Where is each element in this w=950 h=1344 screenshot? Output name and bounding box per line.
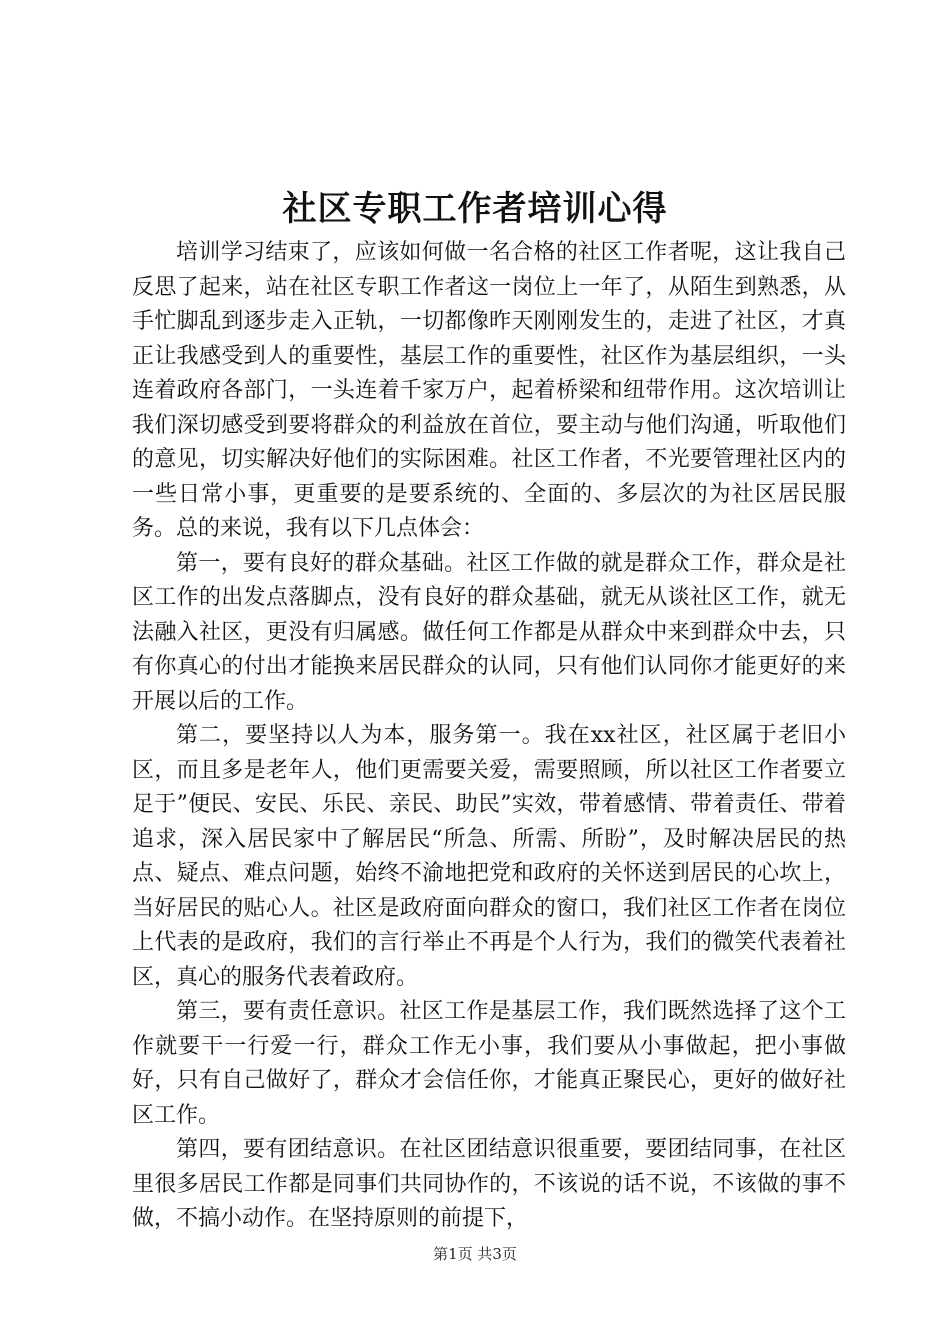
document-title: 社区专职工作者培训心得 xyxy=(282,189,668,229)
paragraph-point-1: 第一，要有良好的群众基础。社区工作做的就是群众工作，群众是社区工作的出发点落脚点，没有良好的群众基础，就无从谈社区工作，就无法融入社区，更没有归属感。做任何工作都是从群众中来到群众中去，只有你真心的付出才能换来居民群众的认同，只有他们认同你才能更好的来开展以后的工作。 xyxy=(132,550,846,714)
paragraph-point-3: 第三，要有责任意识。社区工作是基层工作，我们既然选择了这个工作就要干一行爱一行，群众工作无小事，我们要从小事做起，把小事做好，只有自己做好了，群众才会信任你，才能真正聚民心，更好的做好社区工作。 xyxy=(132,999,846,1128)
paragraph-point-2: 第二，要坚持以人为本，服务第一。我在xx社区，社区属于老旧小区，而且多是老年人，他们更需要关爱，需要照顾，所以社区工作者要立足于”便民、安民、乐民、亲民、助民”实效，带着感情、带着责任、带着追求，深入居民家中了解居民“所急、所需、所盼”，及时解决居民的热点、疑点、难点问题，始终不渝地把党和政府的关怀送到居民的心坎上，当好居民的贴心人。社区是政府面向群众的窗口，我们社区工作者在岗位上代表的是政府，我们的言行举止不再是个人行为，我们的微笑代表着社区，真心的服务代表着政府。 xyxy=(132,723,846,990)
document-body xyxy=(132,236,846,1237)
paragraph-intro: 培训学习结束了，应该如何做一名合格的社区工作者呢，这让我自己反思了起来，站在社区专职工作者这一岗位上一年了，从陌生到熟悉，从手忙脚乱到逐步走入正轨，一切都像昨天刚刚发生的，走进了社区，才真正让我感受到人的重要性，基层工作的重要性，社区作为基层组织，一头连着政府各部门，一头连着千家万户，起着桥梁和纽带作用。这次培训让我们深切感受到要将群众的利益放在首位，要主动与他们沟通，听取他们的意见，切实解决好他们的实际困难。社区工作者，不光要管理社区内的一些日常小事，更重要的是要系统的、全面的、多层次的为社区居民服务。总的来说，我有以下几点体会： xyxy=(132,240,846,541)
paragraph-point-4: 第四，要有团结意识。在社区团结意识很重要，要团结同事，在社区里很多居民工作都是同事们共同协作的，不该说的话不说，不该做的事不做，不搞小动作。在坚持原则的前提下， xyxy=(132,1137,846,1231)
page-number-footer: 第1页 共3页 xyxy=(433,1245,517,1263)
